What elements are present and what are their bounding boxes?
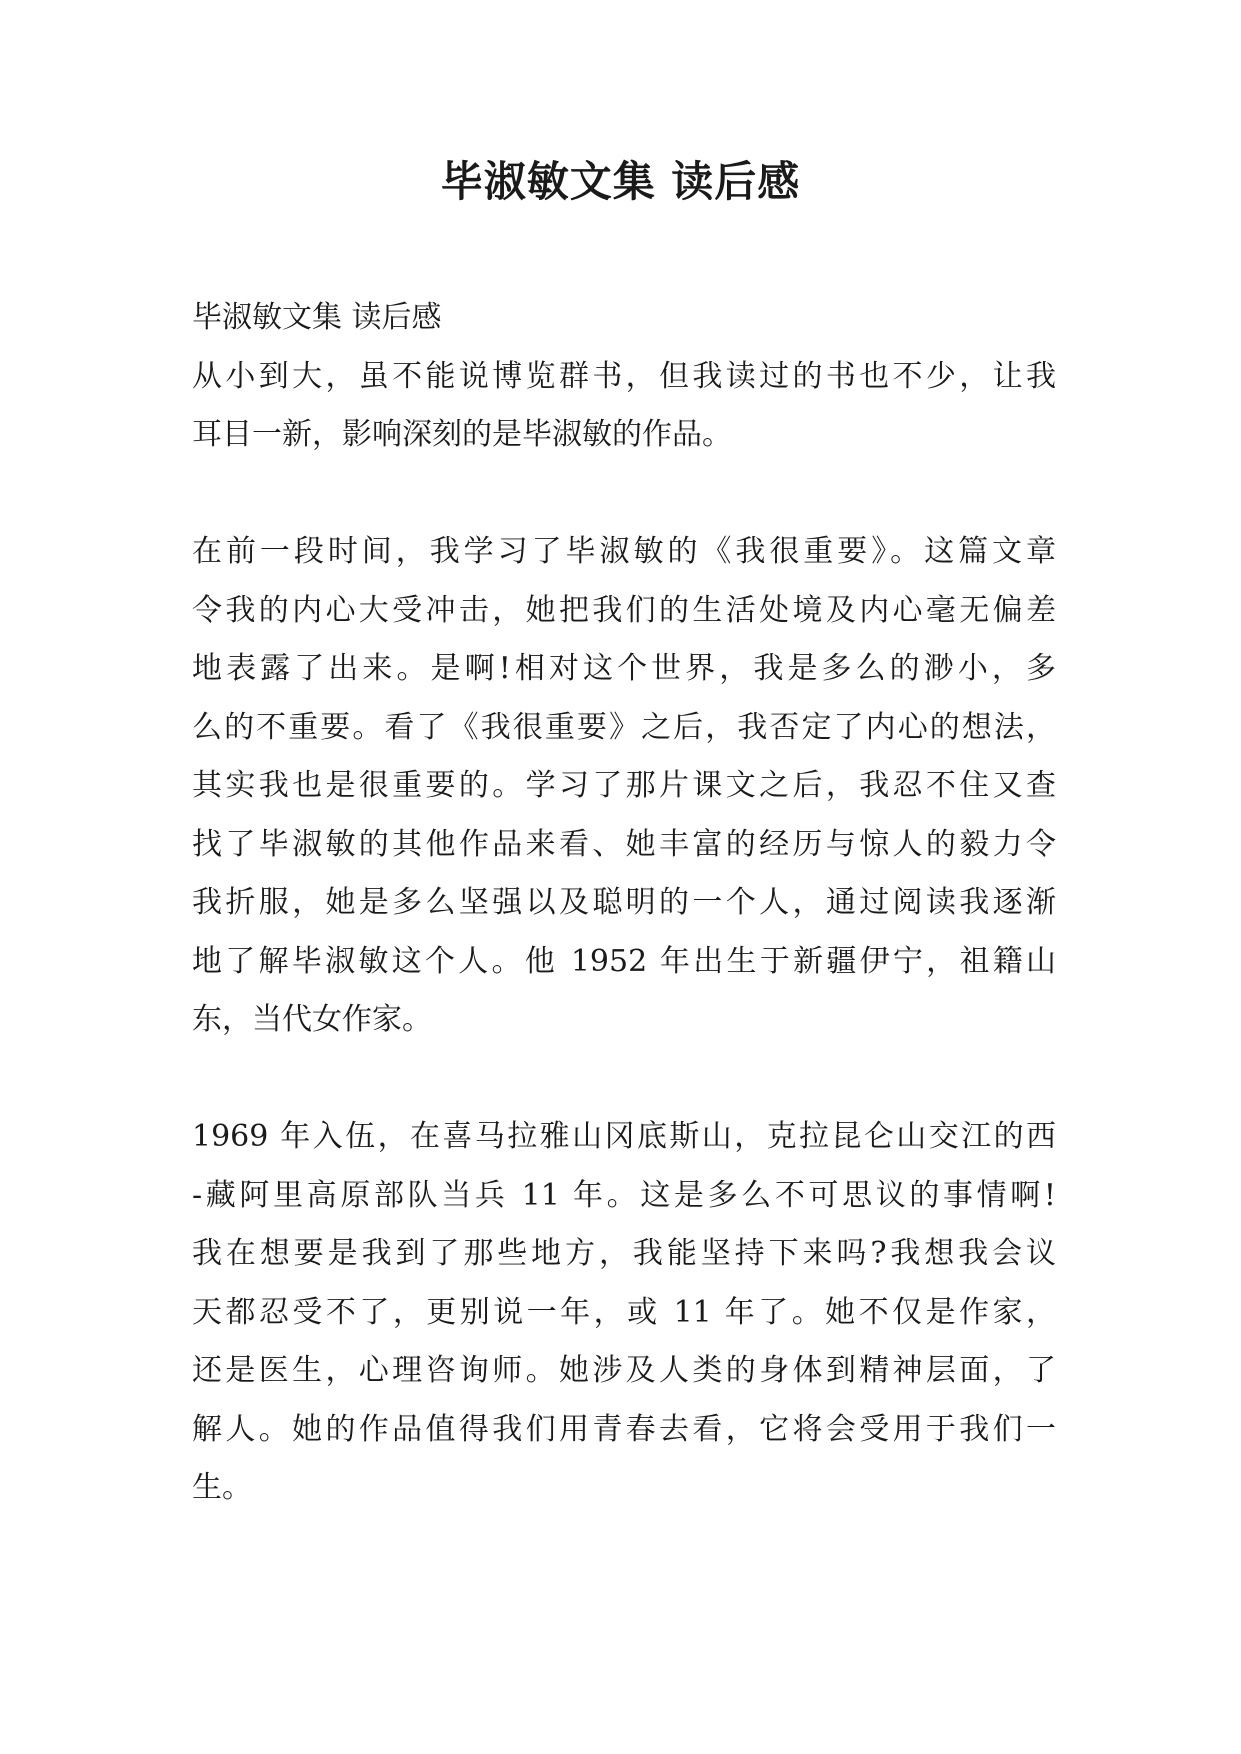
text-line: 地表露了出来。是啊!相对这个世界，我是多么的渺小，多 — [192, 651, 1056, 686]
text-line: 还是医生，心理咨询师。她涉及人类的身体到精神层面，了 — [192, 1353, 1056, 1388]
paragraph-spacer — [192, 1050, 1056, 1109]
text-line: 令我的内心大受冲击，她把我们的生活处境及内心毫无偏差 — [192, 592, 1056, 628]
text-line: 在前一段时间，我学习了毕淑敏的《我很重要》。这篇文章 — [192, 534, 1056, 569]
text-line: 生。 — [192, 1470, 252, 1505]
text-line: 1969 年入伍，在喜马拉雅山冈底斯山，克拉昆仑山交江的西 — [192, 1119, 1056, 1154]
text-line: 解人。她的作品值得我们用青春去看，它将会受用于我们一 — [192, 1411, 1056, 1447]
text-line: 耳目一新，影响深刻的是毕淑敏的作品。 — [192, 417, 732, 452]
text-line: -藏阿里高原部队当兵 11 年。这是多么不可思议的事情啊! — [192, 1177, 1056, 1213]
text-line: 地了解毕淑敏这个人。他 1952 年出生于新疆伊宁，祖籍山 — [192, 943, 1056, 979]
text-line: 天都忍受不了，更别说一年，或 11 年了。她不仅是作家， — [192, 1294, 1056, 1330]
text-line: 东，当代女作家。 — [192, 1002, 432, 1037]
text-line: 毕淑敏文集 读后感 — [192, 300, 442, 335]
text-line: 我在想要是我到了那些地方，我能坚持下来吗?我想我会议 — [192, 1236, 1056, 1271]
paragraph-spacer — [192, 465, 1056, 524]
text-line: 从小到大，虽不能说博览群书，但我读过的书也不少，让我 — [192, 358, 1056, 394]
text-line: 我折服，她是多么坚强以及聪明的一个人，通过阅读我逐渐 — [192, 885, 1056, 920]
text-line: 其实我也是很重要的。学习了那片课文之后，我忍不住又查 — [192, 768, 1056, 803]
document-title: 毕淑敏文集 读后感 — [440, 157, 801, 206]
text-line: 找了毕淑敏的其他作品来看、她丰富的经历与惊人的毅力令 — [192, 826, 1056, 862]
document-body — [192, 289, 1056, 1518]
text-line: 么的不重要。看了《我很重要》之后，我否定了内心的想法， — [192, 709, 1056, 745]
